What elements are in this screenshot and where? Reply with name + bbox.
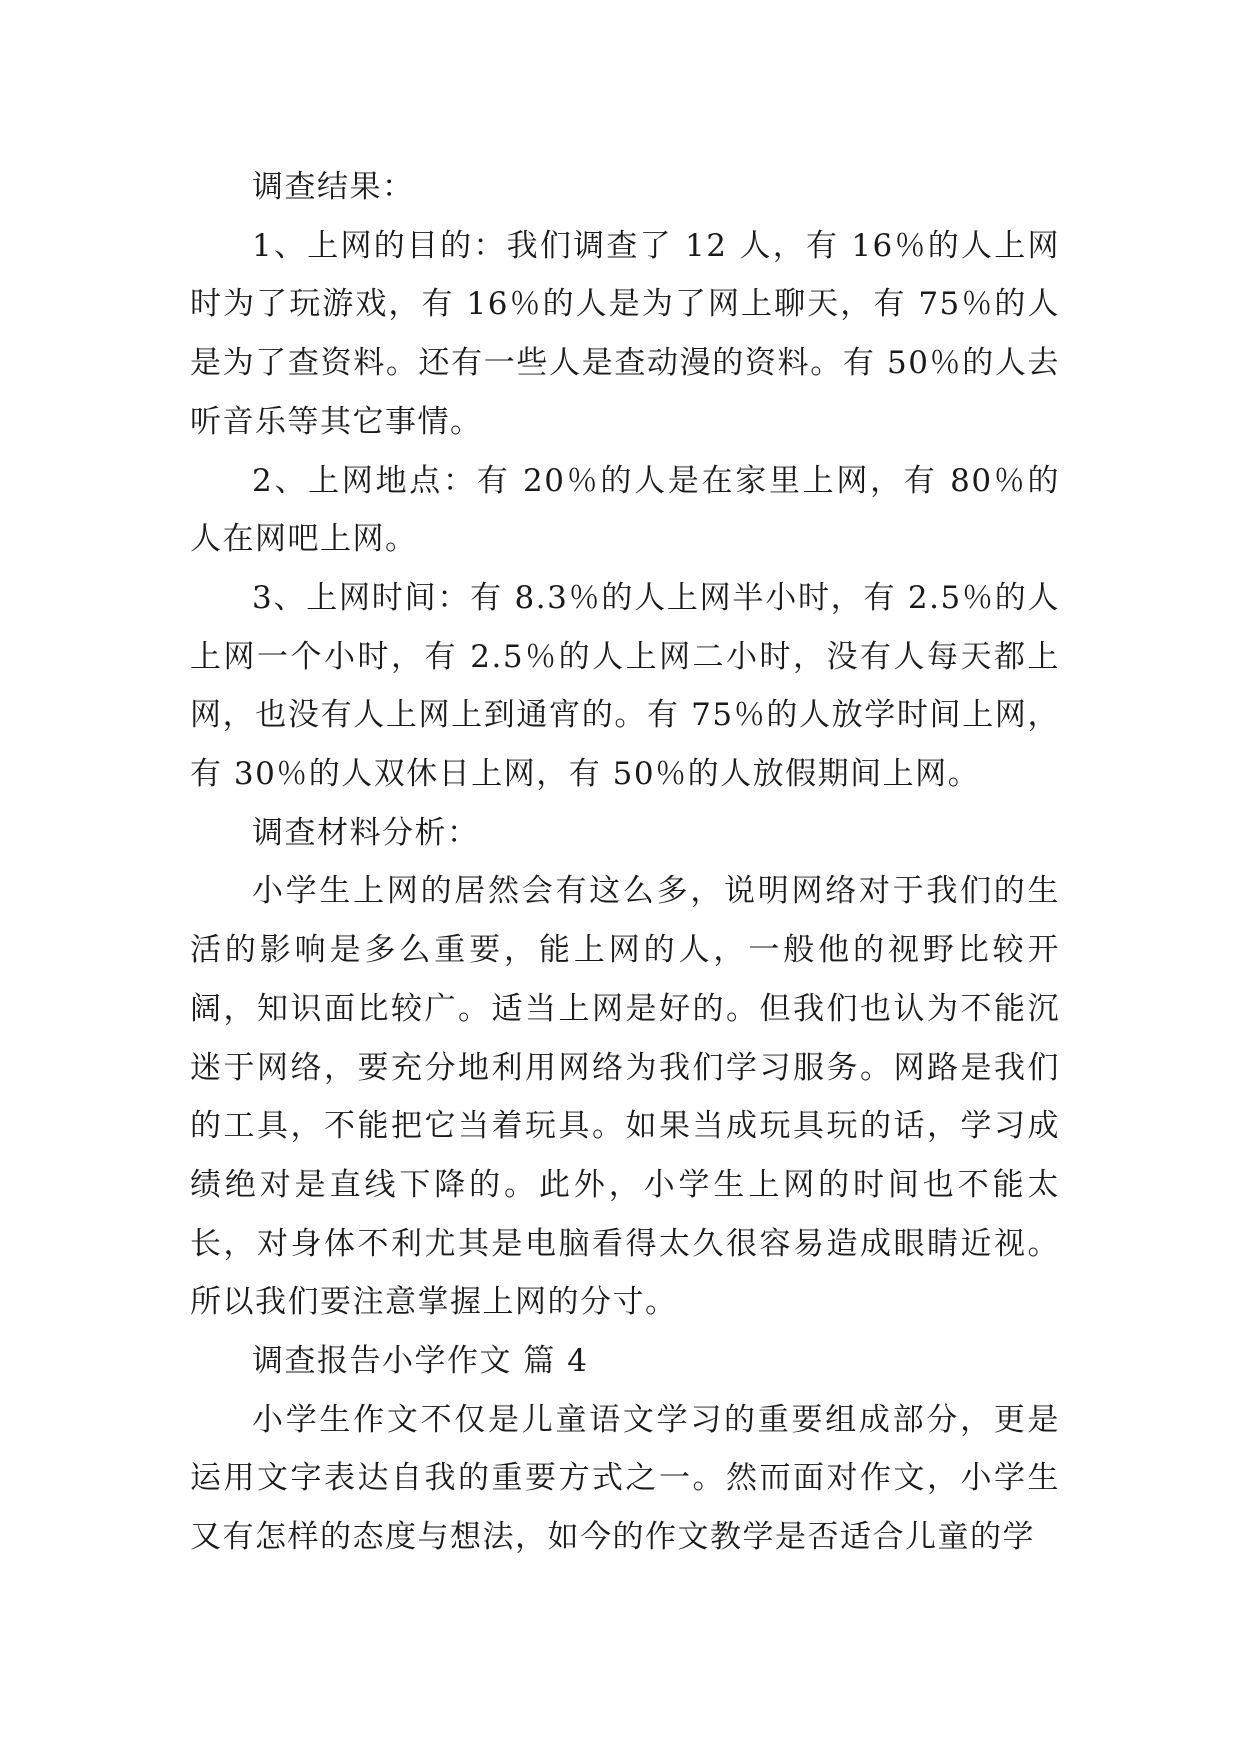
- paragraph-location: 2、上网地点：有 20％的人是在家里上网，有 80％的人在网吧上网。: [190, 462, 1060, 558]
- paragraph-purpose: 1、上网的目的：我们调查了 12 人，有 16％的人上网时为了玩游戏，有 16％的人是为了网上聊天，有 75％的人是为了查资料。还有一些人是查动漫的资料。有 50％的人去听音乐等其它事情。: [190, 227, 1060, 440]
- section-heading-analysis: 调查材料分析：: [252, 814, 480, 851]
- paragraph-time: 3、上网时间：有 8.3％的人上网半小时，有 2.5％的人上网一个小时，有 2.5％的人上网二小时，没有人每天都上网，也没有人上网上到通宵的。有 75％的人放学时间上网，有 30％的人双休日上网，有 50％的人放假期间上网。: [190, 579, 1060, 793]
- paragraph-intro: 小学生作文不仅是儿童语文学习的重要组成部分，更是运用文字表达自我的重要方式之一。然而面对作文，小学生又有怎样的态度与想法，如今的作文教学是否适合儿童的学: [190, 1401, 1060, 1556]
- section-heading-article-4: 调查报告小学作文 篇 4: [252, 1343, 589, 1380]
- section-heading-results: 调查结果：: [252, 169, 415, 205]
- document-body: [190, 158, 1060, 1567]
- paragraph-analysis: 小学生上网的居然会有这么多，说明网络对于我们的生活的影响是多么重要，能上网的人，一般他的视野比较开阔，知识面比较广。适当上网是好的。但我们也认为不能沉迷于网络，要充分地利用网络为我们学习服务。网路是我们的工具，不能把它当着玩具。如果当成玩具玩的话，学习成绩绝对是直线下降的。此外，小学生上网的时间也不能太长，对身体不利尤其是电脑看得太久很容易造成眼睛近视。所以我们要注意掌握上网的分寸。: [190, 873, 1060, 1321]
